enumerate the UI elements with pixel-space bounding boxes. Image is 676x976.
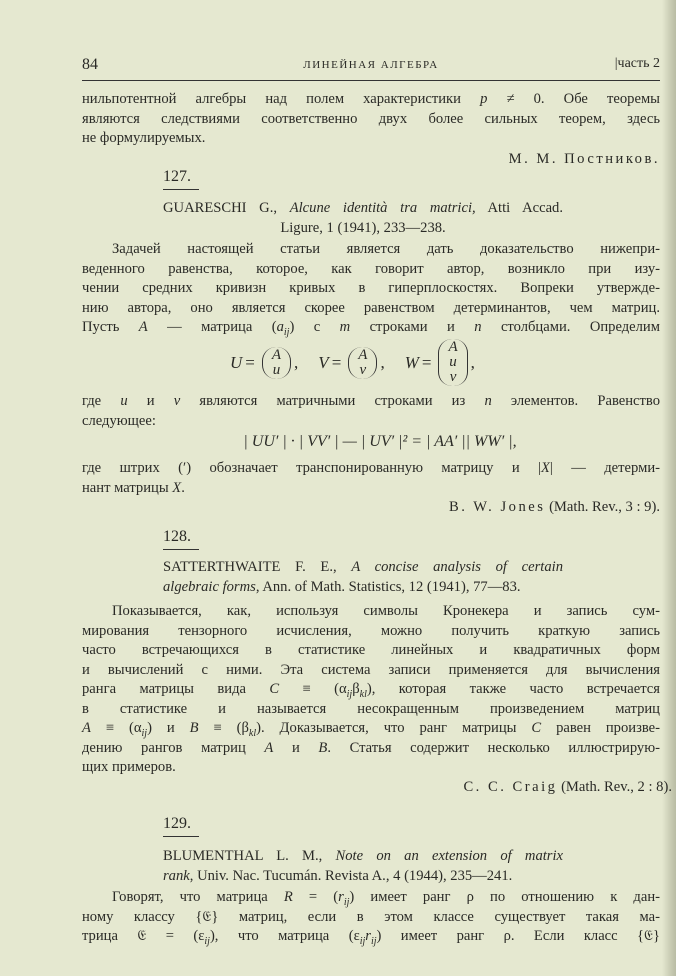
text-segment: n — [474, 319, 482, 335]
reference-128 — [163, 558, 563, 597]
text-segment: ному классу {𝔈} матриц, если в этом классе существует такая ма- — [82, 908, 660, 925]
text-segment: BLUMENTHAL L. M., — [163, 848, 336, 864]
text-line — [82, 680, 660, 700]
text-segment: являются матричными строками из — [180, 393, 485, 409]
equals-sign: = — [245, 352, 255, 372]
abstract-127-part-a — [82, 240, 660, 338]
matrix-definition — [318, 347, 384, 379]
text-segment: часто встречающихся в статистике линейных и квадратичных форм — [82, 642, 660, 658]
text-line — [82, 110, 660, 130]
formula-matrices — [230, 339, 489, 386]
text-segment: где — [82, 393, 121, 409]
text-line — [82, 129, 660, 149]
text-segment: C — [531, 720, 542, 736]
text-line — [82, 240, 660, 260]
abstract-127-part-b — [82, 392, 660, 431]
text-segment: ) и — [147, 720, 190, 736]
text-segment: R — [283, 889, 293, 905]
matrix-symbol: W — [404, 352, 419, 372]
text-segment: β — [352, 681, 360, 697]
text-segment: SATTERTHWAITE F. E., — [163, 559, 352, 575]
abstract-129 — [82, 888, 660, 947]
text-segment: , Univ. Nac. Tucumán. Revista A., 4 (1944), 235—241. — [189, 867, 513, 884]
matrix-symbol: V — [318, 352, 329, 372]
text-segment: rank — [163, 867, 190, 884]
reference-129 — [163, 847, 563, 886]
text-line — [82, 641, 660, 661]
text-line — [163, 867, 563, 887]
matrix-entry: v — [449, 369, 457, 385]
text-line — [163, 558, 563, 578]
text-segment: Ligure, 1 (1941), 233—238. — [280, 219, 446, 236]
text-segment: v — [173, 393, 181, 409]
text-segment: следующее: — [82, 412, 156, 429]
text-segment: , Ann. of Math. Statistics, 12 (1941), 77—83. — [255, 578, 521, 595]
text-segment: algebraic forms — [163, 578, 256, 595]
comma: , — [294, 352, 299, 372]
text-segment: ) с — [289, 319, 340, 335]
text-segment: ij — [346, 688, 353, 700]
text-segment: Задачей настоящей статьи является дать доказательство нижепри- — [112, 241, 660, 257]
matrix-symbol: U — [230, 352, 243, 372]
signature-craig — [463, 779, 672, 796]
column-matrix — [438, 339, 467, 386]
running-title: ЛИНЕЙНАЯ АЛГЕБРА — [303, 59, 439, 71]
text-segment: Говорят, что матрица — [112, 889, 284, 905]
signature-source: (Math. Rev., 2 : 8). — [557, 779, 672, 795]
text-segment: GUARESCHI G., — [163, 200, 290, 216]
matrix-entry: A — [271, 346, 282, 363]
text-line — [163, 578, 563, 598]
text-segment: Note on an extension of matrix — [335, 848, 564, 864]
paragraph-continuation — [82, 90, 660, 149]
text-line — [82, 479, 660, 499]
text-segment: ij — [283, 326, 290, 338]
text-segment: u — [120, 393, 128, 409]
text-segment: где штрих (′) обозначает транспонированную матрицу и | — [82, 460, 541, 476]
text-segment: C — [269, 681, 280, 697]
text-segment: kl — [248, 727, 257, 739]
matrix-entry: A — [358, 346, 368, 363]
text-line — [82, 888, 660, 908]
text-segment: Alcune identità tra matrici, — [289, 200, 476, 216]
text-segment: ≡ (α — [90, 720, 142, 736]
text-segment: ij — [343, 896, 350, 908]
text-segment: A concise analysis of certain — [351, 559, 563, 575]
text-segment: kl — [359, 688, 367, 700]
comma: , — [380, 352, 385, 372]
text-segment: и — [273, 739, 319, 756]
signature-source: (Math. Rev., 3 : 9). — [545, 499, 660, 515]
running-header — [82, 56, 660, 81]
text-line — [82, 260, 660, 280]
text-segment: . Статья содержит несколько иллюстрирую- — [327, 739, 660, 756]
matrix-entry: u — [272, 361, 281, 378]
text-segment: ), которая также часто встречается — [366, 681, 660, 697]
text-line — [82, 908, 660, 928]
abstract-127-part-c — [82, 459, 660, 498]
text-segment: A — [82, 720, 91, 736]
text-line — [82, 700, 660, 720]
text-segment: . — [181, 479, 185, 496]
text-segment: B — [318, 739, 328, 756]
signature-postnikov — [509, 151, 660, 168]
signature-name: М. М. Постников. — [508, 151, 660, 167]
text-segment: 0. Обе теоремы — [533, 91, 660, 107]
text-segment: ≡ (β — [198, 720, 249, 736]
text-segment: столбцами. Определим — [481, 319, 660, 335]
formula-determinant-identity: | UU′ | · | VV′ | — | UV′ |² = | AA′ || WW′ |, — [243, 433, 517, 450]
text-segment: X — [540, 460, 550, 476]
text-line — [82, 392, 660, 412]
text-segment: m — [339, 319, 351, 335]
text-line — [82, 719, 660, 739]
text-segment: ≡ (α — [279, 681, 347, 697]
text-segment: ij — [359, 935, 366, 947]
text-segment: чении средних кривизн кривых в гиперплоскостях. Вопреки утвержде- — [82, 280, 660, 296]
text-segment: ) имеет ранг ρ. Если класс {𝔈} — [376, 928, 661, 944]
text-segment: a — [276, 319, 284, 335]
text-segment: нию автора, оно является скорее равенством детерминантов, чем матриц. — [82, 299, 660, 316]
abstract-128 — [82, 602, 660, 778]
text-segment: p ≠ — [480, 91, 534, 107]
text-segment: строками и — [350, 319, 475, 335]
text-line — [82, 412, 660, 432]
text-line — [82, 318, 660, 338]
matrix-entry: A — [448, 339, 458, 355]
text-line — [82, 739, 660, 759]
text-segment: веденного равенства, которое, как говорит автор, возникло при изу- — [82, 260, 660, 277]
text-segment: n — [484, 393, 492, 409]
signature-jones — [449, 499, 660, 516]
text-segment: в статистике и называется несокращенным произведением матриц — [82, 700, 660, 717]
text-segment: являются следствиями соответственно двух более сильных теорем, здесь — [82, 110, 660, 127]
text-segment: r — [365, 928, 371, 944]
text-segment: ). Доказывается, что ранг матрицы — [256, 720, 532, 736]
text-segment: — матрица ( — [147, 319, 277, 335]
text-segment: и вычислений с ними. Эта система записи применяется для вычисления — [82, 661, 660, 678]
entry-number-129: 129. — [163, 815, 199, 837]
text-segment: A — [264, 739, 274, 756]
text-segment: мирования тензорного исчисления, можно получить краткую запись — [82, 622, 660, 639]
text-segment: элементов. Равенство — [491, 393, 660, 409]
matrix-definition — [405, 339, 475, 386]
signature-name: B. W. Jones — [448, 499, 546, 515]
comma: , — [470, 352, 475, 372]
text-line — [82, 602, 660, 622]
matrix-entry: v — [359, 361, 367, 378]
entry-number-128: 128. — [163, 528, 199, 550]
text-segment: B — [189, 720, 199, 736]
reference-127 — [163, 199, 563, 238]
text-segment: X — [172, 479, 182, 496]
text-segment: ij — [141, 727, 148, 739]
text-segment: равен произве- — [541, 720, 660, 736]
matrix-definition — [230, 347, 298, 379]
text-segment: щих примеров. — [82, 759, 176, 775]
part-label: |часть 2 — [614, 56, 660, 71]
text-segment: не формулируемых. — [82, 130, 206, 146]
text-segment: ij — [370, 935, 377, 947]
text-line — [163, 847, 563, 867]
text-segment: r — [338, 889, 344, 905]
text-segment: Показывается, как, используя символы Кронекера и запись сум- — [112, 603, 660, 619]
text-segment: | — детерми- — [549, 460, 660, 476]
column-matrix — [348, 347, 377, 379]
page-gutter-shadow — [662, 0, 676, 976]
text-segment: ранга матрицы вида — [82, 681, 270, 697]
text-line — [82, 758, 660, 778]
text-segment: Atti Accad. — [475, 200, 564, 216]
text-segment: ) имеет ранг ρ по отношению к дан- — [349, 889, 660, 905]
text-line — [82, 459, 660, 479]
text-segment: дению рангов матриц — [82, 739, 265, 756]
text-segment: трица 𝔈 = (ε — [82, 928, 205, 944]
text-segment: и — [127, 393, 174, 409]
text-line — [82, 661, 660, 681]
text-segment: ij — [204, 935, 210, 947]
text-segment: нант матрицы — [82, 479, 173, 496]
text-line — [82, 927, 660, 947]
entry-number-127: 127. — [163, 168, 199, 190]
equals-sign: = — [421, 352, 432, 372]
text-line — [82, 622, 660, 642]
text-segment: A — [138, 319, 148, 335]
text-line — [82, 279, 660, 299]
text-line — [163, 199, 563, 219]
text-line — [82, 90, 660, 110]
text-segment: ), что матрица (ε — [209, 928, 360, 944]
signature-name: C. C. Craig — [463, 779, 558, 795]
text-segment: нильпотентной алгебры над полем характеристики — [82, 91, 481, 107]
page-number: 84 — [82, 56, 98, 73]
matrix-entry: u — [449, 354, 457, 370]
text-segment: Пусть — [82, 319, 139, 335]
text-segment: = ( — [292, 889, 339, 905]
text-line — [163, 219, 563, 239]
equals-sign: = — [331, 352, 342, 372]
text-line — [82, 299, 660, 319]
column-matrix — [262, 347, 291, 379]
